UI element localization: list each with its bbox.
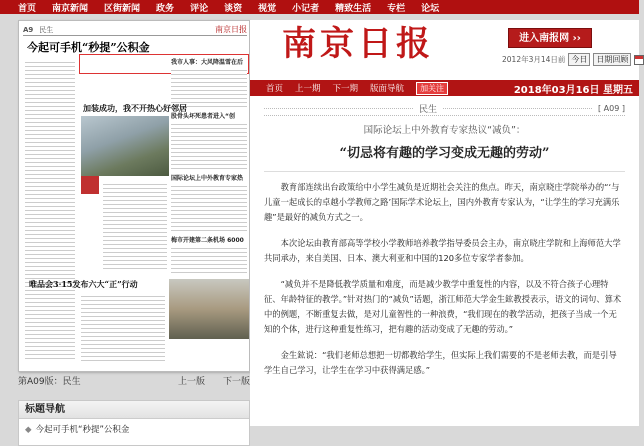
- paper-text-column: [171, 121, 247, 169]
- article-kicker: 国际论坛上中外教育专家热议“减负”：: [363, 125, 526, 136]
- paper-text-column: [103, 181, 167, 269]
- section-rule: [264, 108, 413, 109]
- masthead-logo[interactable]: 南京日报: [282, 24, 434, 64]
- follow-button[interactable]: 加关注: [416, 82, 448, 95]
- toolbar-first[interactable]: 首页: [266, 84, 284, 94]
- section-rule: [443, 108, 592, 109]
- nav-talk[interactable]: 谈资: [224, 3, 243, 14]
- paper-subhead[interactable]: 唯品会3·15发布六大“正”行动: [29, 279, 138, 289]
- archive-date-text: 2012年3月14日前: [502, 55, 566, 64]
- paper-bottom-photo: [169, 279, 249, 339]
- next-page-link[interactable]: 下一版: [222, 376, 250, 387]
- newspaper-page-image[interactable]: [18, 20, 250, 372]
- paper-page-header: [23, 24, 247, 36]
- today-button[interactable]: 今日: [568, 53, 590, 66]
- paper-text-column: [171, 245, 247, 275]
- calendar-icon[interactable]: [634, 55, 644, 65]
- article-title: “切忌将有趣的学习变成无趣的劳动”: [339, 146, 550, 161]
- paper-subhead[interactable]: 加装成功，我不开热心好邻居: [83, 103, 187, 113]
- nav-forum[interactable]: 论坛: [421, 3, 440, 14]
- paper-text-column: [81, 293, 165, 363]
- enter-site-button[interactable]: 进入南报网 ››: [508, 28, 592, 48]
- article-paragraph: “减负并不是降低教学质量和难度，而是减少教学中重复性的内容，以及不符合孩子心理特征、年龄特征的教学。”针对热门的“减负”话题，浙江师范大学金生鈜教授表示，语文的词句、算术中的例题，不断重复去做，是对儿童智性的一种浪费，“我们现在的教学活动，把孩子当成一个无知的个体，进行这种重复性练习，把有趣的活动变成了无趣的劳动。”: [264, 279, 622, 334]
- paper-smallhead[interactable]: 国际论坛上中外教育专家热: [171, 175, 244, 182]
- toolbar-prev-issue[interactable]: 上一期: [295, 84, 321, 94]
- title-navigation-item[interactable]: [19, 419, 249, 435]
- paper-page-number: A9: [23, 25, 34, 34]
- nav-young-reporter[interactable]: 小记者: [292, 3, 320, 14]
- bullet-icon: ◆: [25, 425, 32, 435]
- section-page-tag: [ A09 ]: [598, 104, 625, 113]
- title-navigation-panel: [18, 400, 250, 446]
- toolbar-page-nav[interactable]: 版面导航: [370, 84, 405, 94]
- section-bar: [264, 102, 625, 116]
- paper-building-photo: [81, 116, 169, 176]
- date-review-button[interactable]: 日期回顾: [593, 53, 631, 66]
- article-paragraph: 金生鈜说：“我们老师总想把一切都教给学生，但实际上我们需要的不是老师去教，而是引导学生自己学习，让学生在学习中获得满足感。”: [264, 350, 617, 375]
- section-name: 民生: [419, 105, 438, 115]
- page-pager: [18, 373, 250, 387]
- nav-visual[interactable]: 视觉: [258, 3, 277, 14]
- date-controls: [502, 53, 644, 66]
- issue-date: 2018年03月16日 星期五: [513, 84, 633, 96]
- site-header: [250, 20, 639, 82]
- title-navigation-item-label: 今起可手机“秒提”公积金: [35, 425, 130, 435]
- paper-text-column: [171, 67, 247, 107]
- edition-toolbar: [250, 80, 639, 96]
- title-navigation-heading: 标题导航: [19, 401, 249, 419]
- nav-government[interactable]: 政务: [156, 3, 175, 14]
- top-navigation: [0, 0, 639, 14]
- left-pane: [18, 20, 250, 435]
- paper-smallhead: 我市人事：大风降温雪在后: [171, 59, 244, 66]
- paper-page-name: 民生: [39, 25, 54, 34]
- nav-column[interactable]: 专栏: [387, 3, 406, 14]
- article-body: [250, 98, 639, 426]
- nav-district-news[interactable]: 区街新闻: [104, 3, 141, 14]
- paper-smallhead: 股骨头坏死患者进入“创: [171, 113, 235, 120]
- nav-comment[interactable]: 评论: [190, 3, 209, 14]
- paper-ad-box: [81, 176, 99, 194]
- paper-logo-mini: 南京日报: [215, 25, 247, 34]
- paper-smallhead: 梅市开建第二条机场 6000: [171, 237, 244, 244]
- paper-headline[interactable]: 今起可手机“秒提”公积金: [27, 41, 150, 54]
- nav-fine-life[interactable]: 精致生活: [335, 3, 372, 14]
- paper-text-column: [25, 59, 75, 359]
- article-paragraph: 教育部连续出台政策给中小学生减负是近期社会关注的焦点。昨天，南京晓庄学院举办的“‘与儿童一起成长的卓越小学教师之路’国际学术论坛上，国内外教育专家认为，“让学生的学习充满乐趣”是最好的减负方式之一。: [264, 182, 620, 222]
- prev-page-link[interactable]: 上一版: [177, 376, 205, 387]
- current-page-label: 第A09版：民生: [18, 376, 81, 387]
- nav-nanjing-news[interactable]: 南京新闻: [52, 3, 89, 14]
- article-divider: [264, 171, 625, 172]
- nav-home[interactable]: 首页: [18, 3, 37, 14]
- article-paragraph: 本次论坛由教育部高等学校小学教师培养教学指导委员会主办，南京晓庄学院和上海师范大学共同承办，来自美国、日本、澳大利亚和中国的120多位专家学者参加。: [264, 238, 621, 263]
- paper-text-column: [171, 183, 247, 231]
- right-pane: [250, 20, 639, 426]
- toolbar-next-issue[interactable]: 下一期: [332, 84, 359, 94]
